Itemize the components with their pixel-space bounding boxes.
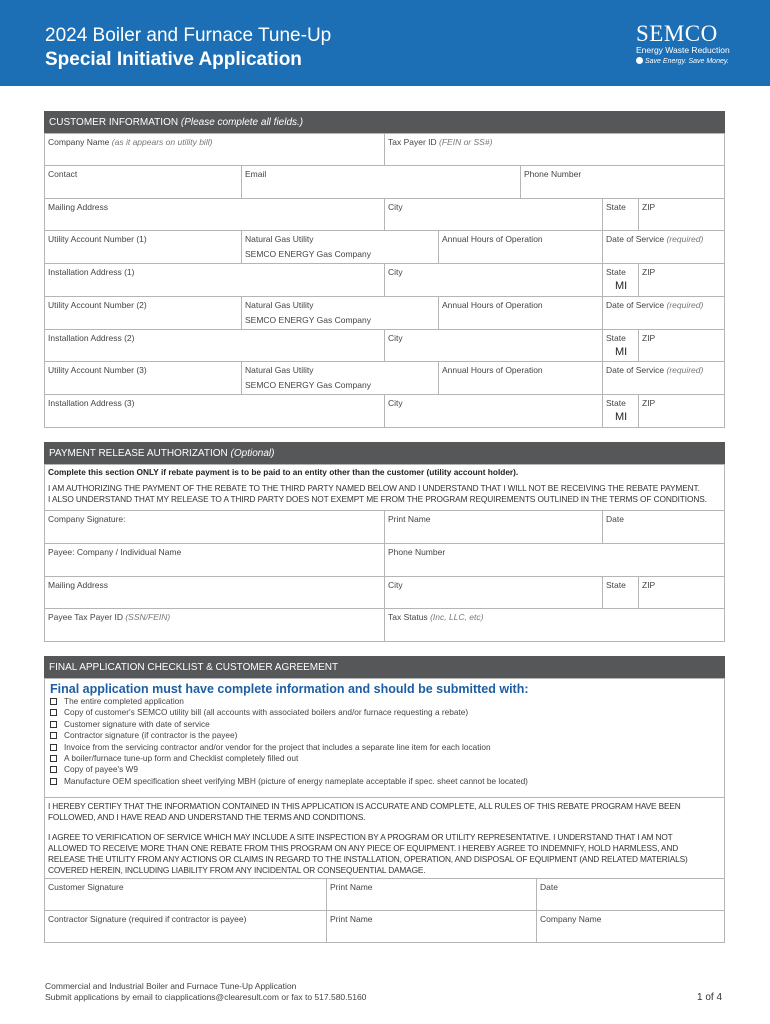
checkbox-icon[interactable] [50,755,57,762]
checklist-item[interactable]: Copy of customer's SEMCO utility bill (all accounts with associated boilers and/or furnace requesting a rebate) [50,707,528,718]
install-city-3-field[interactable]: City [384,394,603,428]
agree-line-1: I AGREE TO VERIFICATION OF SERVICE WHICH MAY INCLUDE A SITE INSPECTION BY A PROGRAM OR UTILITY REPRESENTATIVE. I UNDERSTAND THAT I AM NOT [48,832,673,842]
installation-address-2-field[interactable]: Installation Address (2) [44,329,385,362]
date-of-service-2-field[interactable]: Date of Service (required) [602,296,725,330]
logo-slogan: Save Energy. Save Money. [645,58,729,65]
checklist-item[interactable]: Copy of payee's W9 [50,764,528,775]
payment-date-field[interactable]: Date [602,510,725,544]
company-name-field[interactable]: Company Name (as it appears on utility bill) [44,133,385,166]
tax-payer-id-field[interactable]: Tax Payer ID (FEIN or SS#) [384,133,725,166]
payment-auth-line-1: I AM AUTHORIZING THE PAYMENT OF THE REBATE TO THE THIRD PARTY NAMED BELOW AND I UNDERSTAND THAT I WILL NOT BE RECEIVING THE REBATE PAYMENT. [48,483,700,493]
checklist-item[interactable]: The entire completed application [50,696,528,707]
date-of-service-3-field[interactable]: Date of Service (required) [602,361,725,395]
logo-tagline: Energy Waste Reduction [636,45,730,55]
contractor-company-name-field[interactable]: Company Name [536,910,725,943]
install-zip-3-field[interactable]: ZIP [638,394,725,428]
utility-account-3-field[interactable]: Utility Account Number (3) [44,361,242,395]
payment-release-bar: PAYMENT RELEASE AUTHORIZATION (Optional) [44,442,725,464]
install-city-1-field[interactable]: City [384,263,603,297]
payee-name-field[interactable]: Payee: Company / Individual Name [44,543,385,577]
checkbox-icon[interactable] [50,709,57,716]
company-signature-field[interactable]: Company Signature: [44,510,385,544]
installation-address-1-field[interactable]: Installation Address (1) [44,263,385,297]
checkbox-icon[interactable] [50,766,57,773]
contractor-print-name-field[interactable]: Print Name [326,910,537,943]
checkbox-icon[interactable] [50,721,57,728]
customer-signature-field[interactable]: Customer Signature [44,878,327,911]
form-title: 2024 Boiler and Furnace Tune-Up [45,25,332,46]
checkbox-icon[interactable] [50,698,57,705]
checkbox-icon[interactable] [50,744,57,751]
phone-field[interactable]: Phone Number [520,165,725,199]
install-city-2-field[interactable]: City [384,329,603,362]
date-of-service-1-field[interactable]: Date of Service (required) [602,230,725,264]
mailing-address-field[interactable]: Mailing Address [44,198,385,231]
contractor-signature-field[interactable]: Contractor Signature (required if contractor is payee) [44,910,327,943]
payee-state-field[interactable]: State [602,576,639,609]
checklist-bar: FINAL APPLICATION CHECKLIST & CUSTOMER AGREEMENT [44,656,725,678]
logo-name: SEMCO [636,21,718,46]
payment-auth-line-2: I ALSO UNDERSTAND THAT MY RELEASE TO A THIRD PARTY DOES NOT EXEMPT ME FROM THE PROGRAM REQUIREMENTS OUTLINED IN THE TERMS OF CONDITIONS. [48,494,707,504]
utility-account-1-field[interactable]: Utility Account Number (1) [44,230,242,264]
natural-gas-utility-1: Natural Gas Utility SEMCO ENERGY Gas Company [241,230,439,264]
checkbox-icon[interactable] [50,778,57,785]
install-state-2: State MI [602,329,639,362]
checkbox-icon[interactable] [50,732,57,739]
agree-line-3: RELEASE THE UTILITY FROM ANY ACTIONS OR CLAIMS IN REGARD TO THE INSTALLATION, OPERATION, AND DISPOSAL OF EQUIPMENT (AND RELATED MATERIALS) [48,854,688,864]
page-number: 1 of 4 [697,992,723,1003]
logo-leaf-icon [636,57,643,64]
utility-account-2-field[interactable]: Utility Account Number (2) [44,296,242,330]
agree-line-4: COVERED HEREIN, INCLUDING LIABILITY FROM ANY INCIDENTAL OR CONSEQUENTIAL DAMAGE. [48,865,426,875]
checklist-item[interactable]: A boiler/furnace tune-up form and Checklist completely filled out [50,753,528,764]
header-banner [0,0,770,86]
footer-line-2: Submit applications by email to ciapplications@clearesult.com or fax to 517.580.5160 [45,992,367,1002]
footer-line-1: Commercial and Industrial Boiler and Furnace Tune-Up Application [45,981,297,991]
customer-print-name-field[interactable]: Print Name [326,878,537,911]
certify-line-1: I HEREBY CERTIFY THAT THE INFORMATION CONTAINED IN THIS APPLICATION IS ACCURATE AND COMPLETE, ALL RULES OF THIS REBATE PROGRAM HAVE BEEN [48,801,681,811]
annual-hours-3-field[interactable]: Annual Hours of Operation [438,361,603,395]
install-zip-2-field[interactable]: ZIP [638,329,725,362]
payee-mailing-address-field[interactable]: Mailing Address [44,576,385,609]
state-field[interactable]: State [602,198,639,231]
contact-field[interactable]: Contact [44,165,242,199]
semco-logo [636,23,730,67]
checklist-item[interactable]: Customer signature with date of service [50,719,528,730]
install-zip-1-field[interactable]: ZIP [638,263,725,297]
form-subtitle: Special Initiative Application [45,49,302,70]
checklist-item[interactable]: Contractor signature (if contractor is the payee) [50,730,528,741]
city-field[interactable]: City [384,198,603,231]
install-state-1: State MI [602,263,639,297]
payment-print-name-field[interactable]: Print Name [384,510,603,544]
install-state-3: State MI [602,394,639,428]
checklist-item[interactable]: Manufacture OEM specification sheet verifying MBH (picture of energy nameplate acceptable if spec. sheet cannot be located) [50,776,528,787]
payee-zip-field[interactable]: ZIP [638,576,725,609]
natural-gas-utility-2: Natural Gas Utility SEMCO ENERGY Gas Company [241,296,439,330]
checklist-item[interactable]: Invoice from the servicing contractor and/or vendor for the project that includes a separate line item for each location [50,742,528,753]
email-field[interactable]: Email [241,165,521,199]
tax-status-field[interactable]: Tax Status (Inc, LLC, etc) [384,608,725,642]
agree-line-2: ALLOWED TO RECEIVE MORE THAN ONE REBATE FROM THIS PROGRAM ON ANY PIECE OF EQUIPMENT. I HEREBY AGREE TO INDEMNIFY, HOLD HARMLESS, AND [48,843,679,853]
certify-line-2: FOLLOWED, AND I HAVE READ AND UNDERSTAND THE TERMS AND CONDITIONS. [48,812,366,822]
natural-gas-utility-3: Natural Gas Utility SEMCO ENERGY Gas Company [241,361,439,395]
zip-field[interactable]: ZIP [638,198,725,231]
checklist-items [50,696,528,787]
annual-hours-2-field[interactable]: Annual Hours of Operation [438,296,603,330]
payee-phone-field[interactable]: Phone Number [384,543,725,577]
payment-instruction: Complete this section ONLY if rebate payment is to be paid to an entity other than the customer (utility account holder). [48,467,519,477]
annual-hours-1-field[interactable]: Annual Hours of Operation [438,230,603,264]
installation-address-3-field[interactable]: Installation Address (3) [44,394,385,428]
footer-text [45,981,366,1003]
checklist-heading: Final application must have complete information and should be submitted with: [50,682,529,696]
customer-date-field[interactable]: Date [536,878,725,911]
payee-city-field[interactable]: City [384,576,603,609]
customer-info-bar: CUSTOMER INFORMATION (Please complete all fields.) [44,111,725,133]
payee-tax-id-field[interactable]: Payee Tax Payer ID (SSN/FEIN) [44,608,385,642]
